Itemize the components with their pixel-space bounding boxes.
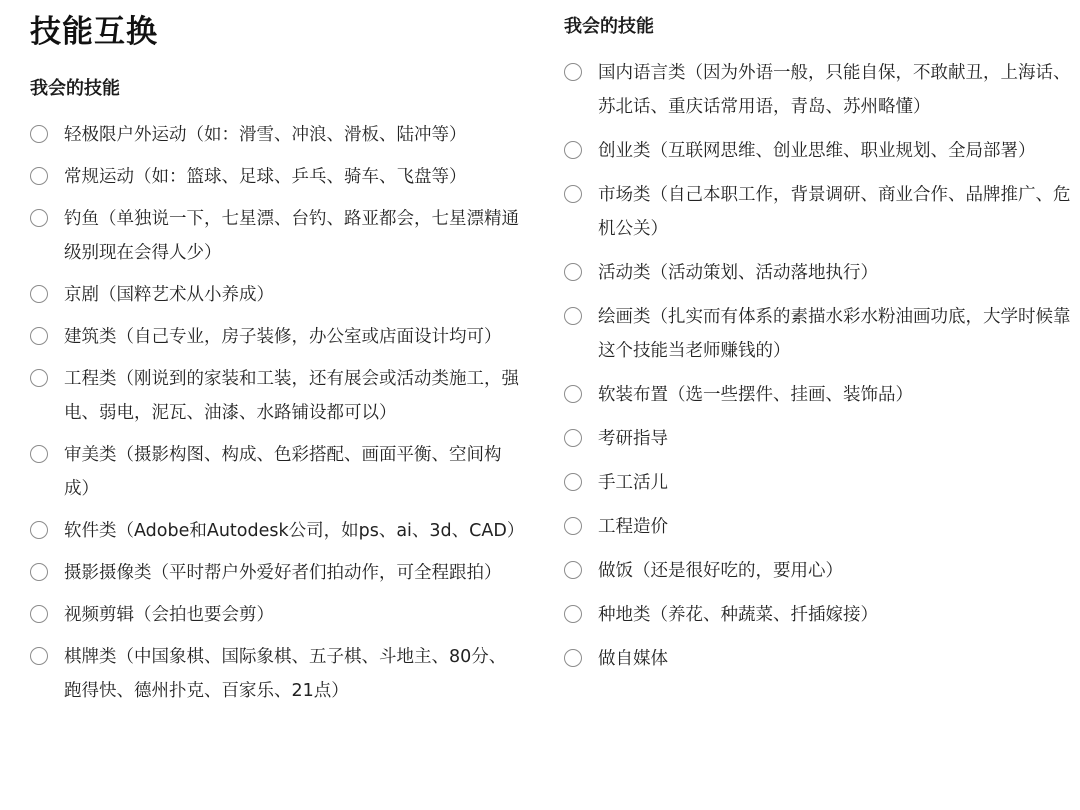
radio-circle-icon[interactable] — [30, 125, 48, 143]
radio-circle-icon[interactable] — [30, 167, 48, 185]
radio-circle-icon[interactable] — [30, 327, 48, 345]
skill-option[interactable] — [564, 256, 1076, 290]
skill-option-label: 市场类（自己本职工作，背景调研、商业合作、品牌推广、危机公关） — [598, 185, 1071, 239]
skill-option-label: 轻极限户外运动（如：滑雪、冲浪、滑板、陆冲等） — [64, 125, 467, 145]
skill-option[interactable] — [30, 598, 520, 632]
skill-option[interactable] — [30, 320, 520, 354]
radio-circle-icon[interactable] — [564, 141, 582, 159]
radio-circle-icon[interactable] — [30, 563, 48, 581]
skill-option[interactable] — [30, 556, 520, 590]
skill-option[interactable] — [564, 178, 1076, 246]
skill-option[interactable] — [30, 438, 520, 506]
skill-option[interactable] — [564, 134, 1076, 168]
radio-circle-icon[interactable] — [564, 517, 582, 535]
radio-circle-icon[interactable] — [564, 473, 582, 491]
skill-option-label: 审美类（摄影构图、构成、色彩搭配、画面平衡、空间构成） — [64, 445, 502, 499]
skill-option[interactable] — [30, 118, 520, 152]
skill-option[interactable] — [564, 56, 1076, 124]
skill-option[interactable] — [30, 160, 520, 194]
skill-option[interactable] — [564, 378, 1076, 412]
right-skill-column — [564, 12, 1076, 686]
radio-circle-icon[interactable] — [564, 429, 582, 447]
radio-circle-icon[interactable] — [564, 307, 582, 325]
skill-option-label: 视频剪辑（会拍也要会剪） — [64, 605, 274, 625]
page-title: 技能互换 — [30, 14, 158, 50]
radio-circle-icon[interactable] — [30, 445, 48, 463]
skill-option-label: 钓鱼（单独说一下，七星漂、台钓、路亚都会，七星漂精通级别现在会得人少） — [64, 209, 519, 263]
radio-circle-icon[interactable] — [564, 561, 582, 579]
skill-option[interactable] — [564, 642, 1076, 676]
radio-circle-icon[interactable] — [564, 63, 582, 81]
skill-option-label: 做饭（还是很好吃的，要用心） — [598, 561, 843, 581]
radio-circle-icon[interactable] — [564, 649, 582, 667]
skill-option-label: 常规运动（如：篮球、足球、乒乓、骑车、飞盘等） — [64, 167, 467, 187]
skill-option-label: 活动类（活动策划、活动落地执行） — [598, 263, 878, 283]
skill-option[interactable] — [564, 598, 1076, 632]
skill-option[interactable] — [30, 640, 520, 708]
skill-option-label: 创业类（互联网思维、创业思维、职业规划、全局部署） — [598, 141, 1036, 161]
section-title: 我会的技能 — [30, 78, 120, 99]
skill-option[interactable] — [564, 422, 1076, 456]
radio-circle-icon[interactable] — [30, 647, 48, 665]
skill-option-label: 棋牌类（中国象棋、国际象棋、五子棋、斗地主、80分、跑得快、德州扑克、百家乐、21点） — [64, 647, 507, 701]
skill-option-label: 手工活儿 — [598, 473, 668, 493]
radio-circle-icon[interactable] — [30, 209, 48, 227]
skill-option-label: 考研指导 — [598, 429, 668, 449]
radio-circle-icon[interactable] — [564, 605, 582, 623]
skill-option-label: 京剧（国粹艺术从小养成） — [64, 285, 274, 305]
skill-option[interactable] — [30, 514, 525, 548]
radio-circle-icon[interactable] — [30, 285, 48, 303]
skill-option-label: 工程类（刚说到的家装和工装，还有展会或活动类施工，强电、弱电，泥瓦、油漆、水路铺设都可以） — [64, 369, 519, 423]
skill-option-label: 做自媒体 — [598, 649, 668, 669]
skill-option-label: 绘画类（扎实而有体系的素描水彩水粉油画功底，大学时候靠这个技能当老师赚钱的） — [598, 307, 1071, 361]
section-title: 我会的技能 — [564, 16, 654, 37]
skill-option[interactable] — [564, 300, 1076, 368]
skill-option-label: 工程造价 — [598, 517, 668, 537]
skill-option[interactable] — [30, 362, 520, 430]
skill-option[interactable] — [30, 202, 520, 270]
radio-circle-icon[interactable] — [564, 385, 582, 403]
skill-option-list — [30, 118, 525, 708]
skill-option-label: 国内语言类（因为外语一般，只能自保，不敢献丑，上海话、苏北话、重庆话常用语，青岛、苏州略懂） — [598, 63, 1071, 117]
radio-circle-icon[interactable] — [30, 605, 48, 623]
skill-option-label: 建筑类（自己专业，房子装修，办公室或店面设计均可） — [64, 327, 502, 347]
left-skill-column — [30, 74, 525, 716]
radio-circle-icon[interactable] — [30, 369, 48, 387]
skill-option-label: 种地类（养花、种蔬菜、扦插嫁接） — [598, 605, 878, 625]
skill-option-list — [564, 56, 1076, 676]
skill-option[interactable] — [564, 466, 1076, 500]
radio-circle-icon[interactable] — [564, 185, 582, 203]
skill-option[interactable] — [564, 554, 1076, 588]
skill-option[interactable] — [564, 510, 1076, 544]
radio-circle-icon[interactable] — [564, 263, 582, 281]
skill-option-label: 软件类（Adobe和Autodesk公司，如ps、ai、3d、CAD） — [64, 521, 525, 541]
skill-option[interactable] — [30, 278, 520, 312]
skill-option-label: 软装布置（选一些摆件、挂画、装饰品） — [598, 385, 913, 405]
radio-circle-icon[interactable] — [30, 521, 48, 539]
skill-option-label: 摄影摄像类（平时帮户外爱好者们拍动作，可全程跟拍） — [64, 563, 502, 583]
